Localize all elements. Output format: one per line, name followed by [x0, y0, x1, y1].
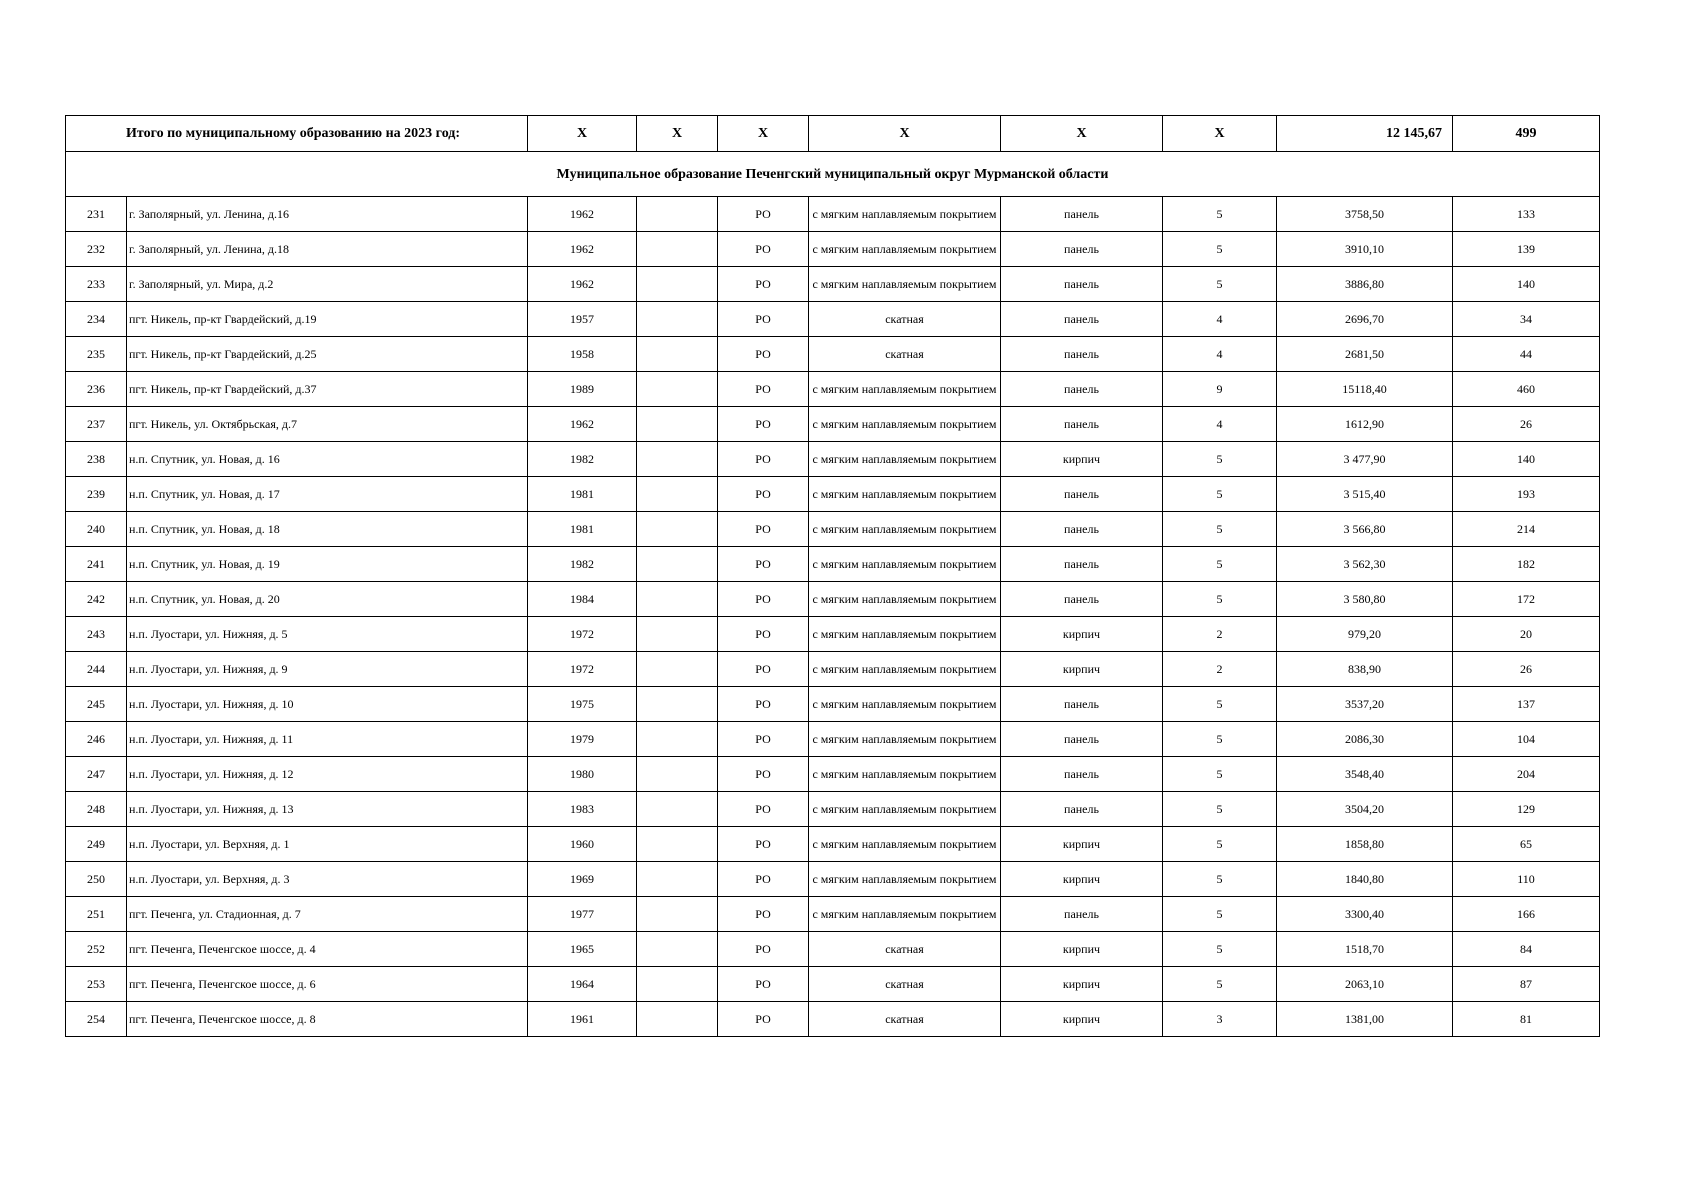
wall-material-cell: кирпич	[1001, 827, 1163, 862]
year-built-cell: 1980	[528, 757, 637, 792]
roof-type-cell: с мягким наплавляемым покрытием	[809, 442, 1001, 477]
area-cell: 3910,10	[1277, 232, 1453, 267]
year-built-cell: 1982	[528, 547, 637, 582]
area-cell: 3537,20	[1277, 687, 1453, 722]
address-cell: н.п. Спутник, ул. Новая, д. 17	[127, 477, 528, 512]
blank-cell	[637, 1002, 718, 1037]
floors-cell: 9	[1163, 372, 1277, 407]
year-built-cell: 1957	[528, 302, 637, 337]
row-number: 232	[66, 232, 127, 267]
table-row	[66, 302, 1600, 337]
residents-cell: 44	[1453, 337, 1600, 372]
address-cell: пгт. Печенга, Печенгское шоссе, д. 8	[127, 1002, 528, 1037]
blank-cell	[637, 407, 718, 442]
roof-type-cell: с мягким наплавляемым покрытием	[809, 617, 1001, 652]
residents-cell: 20	[1453, 617, 1600, 652]
row-number: 240	[66, 512, 127, 547]
owner-type-cell: РО	[718, 792, 809, 827]
year-built-cell: 1975	[528, 687, 637, 722]
floors-cell: 5	[1163, 582, 1277, 617]
owner-type-cell: РО	[718, 197, 809, 232]
section-title: Муниципальное образование Печенгский муниципальный округ Мурманской области	[66, 152, 1600, 197]
owner-type-cell: РО	[718, 232, 809, 267]
roof-type-cell: с мягким наплавляемым покрытием	[809, 862, 1001, 897]
year-built-cell: 1979	[528, 722, 637, 757]
year-built-cell: 1972	[528, 652, 637, 687]
total-row	[66, 116, 1600, 152]
blank-cell	[637, 267, 718, 302]
floors-cell: 5	[1163, 757, 1277, 792]
area-cell: 1612,90	[1277, 407, 1453, 442]
owner-type-cell: РО	[718, 442, 809, 477]
roof-type-cell: с мягким наплавляемым покрытием	[809, 652, 1001, 687]
area-cell: 1381,00	[1277, 1002, 1453, 1037]
residents-cell: 140	[1453, 442, 1600, 477]
blank-cell	[637, 757, 718, 792]
area-cell: 15118,40	[1277, 372, 1453, 407]
blank-cell	[637, 687, 718, 722]
row-number: 247	[66, 757, 127, 792]
roof-type-cell: с мягким наплавляемым покрытием	[809, 582, 1001, 617]
residents-cell: 137	[1453, 687, 1600, 722]
area-cell: 3758,50	[1277, 197, 1453, 232]
wall-material-cell: панель	[1001, 722, 1163, 757]
year-built-cell: 1983	[528, 792, 637, 827]
floors-cell: 5	[1163, 547, 1277, 582]
table-row	[66, 442, 1600, 477]
row-number: 236	[66, 372, 127, 407]
roof-type-cell: с мягким наплавляемым покрытием	[809, 897, 1001, 932]
wall-material-cell: панель	[1001, 477, 1163, 512]
floors-cell: 5	[1163, 687, 1277, 722]
owner-type-cell: РО	[718, 582, 809, 617]
roof-type-cell: с мягким наплавляемым покрытием	[809, 757, 1001, 792]
year-built-cell: 1982	[528, 442, 637, 477]
owner-type-cell: РО	[718, 687, 809, 722]
wall-material-cell: кирпич	[1001, 932, 1163, 967]
year-built-cell: 1962	[528, 407, 637, 442]
blank-cell	[637, 862, 718, 897]
roof-type-cell: с мягким наплавляемым покрытием	[809, 477, 1001, 512]
row-number: 241	[66, 547, 127, 582]
table-row	[66, 792, 1600, 827]
row-number: 251	[66, 897, 127, 932]
roof-type-cell: с мягким наплавляемым покрытием	[809, 512, 1001, 547]
row-number: 246	[66, 722, 127, 757]
housing-table	[65, 115, 1600, 1037]
address-cell: н.п. Спутник, ул. Новая, д. 20	[127, 582, 528, 617]
residents-cell: 34	[1453, 302, 1600, 337]
owner-type-cell: РО	[718, 862, 809, 897]
floors-cell: 5	[1163, 512, 1277, 547]
table-row	[66, 407, 1600, 442]
blank-cell	[637, 827, 718, 862]
table-row	[66, 967, 1600, 1002]
owner-type-cell: РО	[718, 372, 809, 407]
area-cell: 1858,80	[1277, 827, 1453, 862]
owner-type-cell: РО	[718, 337, 809, 372]
year-built-cell: 1965	[528, 932, 637, 967]
floors-cell: 5	[1163, 897, 1277, 932]
floors-cell: 5	[1163, 722, 1277, 757]
blank-cell	[637, 372, 718, 407]
residents-cell: 140	[1453, 267, 1600, 302]
blank-cell	[637, 302, 718, 337]
area-cell: 3886,80	[1277, 267, 1453, 302]
table-row	[66, 512, 1600, 547]
total-cell-x: Х	[718, 116, 809, 152]
wall-material-cell: панель	[1001, 897, 1163, 932]
table-row	[66, 477, 1600, 512]
area-cell: 3 515,40	[1277, 477, 1453, 512]
floors-cell: 4	[1163, 407, 1277, 442]
owner-type-cell: РО	[718, 897, 809, 932]
residents-cell: 214	[1453, 512, 1600, 547]
blank-cell	[637, 197, 718, 232]
address-cell: пгт. Никель, пр-кт Гвардейский, д.37	[127, 372, 528, 407]
total-cell-x: Х	[1163, 116, 1277, 152]
owner-type-cell: РО	[718, 757, 809, 792]
row-number: 254	[66, 1002, 127, 1037]
year-built-cell: 1962	[528, 232, 637, 267]
table-row	[66, 652, 1600, 687]
floors-cell: 3	[1163, 1002, 1277, 1037]
wall-material-cell: кирпич	[1001, 442, 1163, 477]
year-built-cell: 1961	[528, 1002, 637, 1037]
table-row	[66, 232, 1600, 267]
table-row	[66, 1002, 1600, 1037]
residents-cell: 104	[1453, 722, 1600, 757]
address-cell: н.п. Спутник, ул. Новая, д. 18	[127, 512, 528, 547]
owner-type-cell: РО	[718, 827, 809, 862]
table-row	[66, 267, 1600, 302]
address-cell: пгт. Никель, пр-кт Гвардейский, д.25	[127, 337, 528, 372]
floors-cell: 4	[1163, 302, 1277, 337]
wall-material-cell: кирпич	[1001, 1002, 1163, 1037]
row-number: 252	[66, 932, 127, 967]
area-cell: 979,20	[1277, 617, 1453, 652]
roof-type-cell: с мягким наплавляемым покрытием	[809, 687, 1001, 722]
row-number: 231	[66, 197, 127, 232]
blank-cell	[637, 722, 718, 757]
wall-material-cell: панель	[1001, 232, 1163, 267]
blank-cell	[637, 547, 718, 582]
floors-cell: 5	[1163, 827, 1277, 862]
area-cell: 1840,80	[1277, 862, 1453, 897]
address-cell: н.п. Луостари, ул. Нижняя, д. 12	[127, 757, 528, 792]
year-built-cell: 1960	[528, 827, 637, 862]
address-cell: пгт. Никель, ул. Октябрьская, д.7	[127, 407, 528, 442]
wall-material-cell: панель	[1001, 337, 1163, 372]
wall-material-cell: панель	[1001, 547, 1163, 582]
total-cell-x: Х	[809, 116, 1001, 152]
floors-cell: 5	[1163, 862, 1277, 897]
residents-cell: 84	[1453, 932, 1600, 967]
area-cell: 838,90	[1277, 652, 1453, 687]
blank-cell	[637, 582, 718, 617]
wall-material-cell: панель	[1001, 302, 1163, 337]
address-cell: г. Заполярный, ул. Ленина, д.18	[127, 232, 528, 267]
residents-cell: 182	[1453, 547, 1600, 582]
table-row	[66, 617, 1600, 652]
total-cell-x: Х	[1001, 116, 1163, 152]
address-cell: пгт. Печенга, ул. Стадионная, д. 7	[127, 897, 528, 932]
blank-cell	[637, 337, 718, 372]
blank-cell	[637, 932, 718, 967]
blank-cell	[637, 652, 718, 687]
table-row	[66, 897, 1600, 932]
year-built-cell: 1984	[528, 582, 637, 617]
row-number: 245	[66, 687, 127, 722]
row-number: 233	[66, 267, 127, 302]
wall-material-cell: панель	[1001, 407, 1163, 442]
area-cell: 3 566,80	[1277, 512, 1453, 547]
year-built-cell: 1977	[528, 897, 637, 932]
area-cell: 3504,20	[1277, 792, 1453, 827]
address-cell: пгт. Никель, пр-кт Гвардейский, д.19	[127, 302, 528, 337]
owner-type-cell: РО	[718, 932, 809, 967]
area-cell: 2696,70	[1277, 302, 1453, 337]
residents-cell: 26	[1453, 407, 1600, 442]
residents-cell: 129	[1453, 792, 1600, 827]
roof-type-cell: с мягким наплавляемым покрытием	[809, 827, 1001, 862]
address-cell: н.п. Луостари, ул. Верхняя, д. 3	[127, 862, 528, 897]
year-built-cell: 1958	[528, 337, 637, 372]
roof-type-cell: скатная	[809, 1002, 1001, 1037]
address-cell: н.п. Спутник, ул. Новая, д. 19	[127, 547, 528, 582]
residents-cell: 133	[1453, 197, 1600, 232]
address-cell: г. Заполярный, ул. Ленина, д.16	[127, 197, 528, 232]
row-number: 235	[66, 337, 127, 372]
blank-cell	[637, 232, 718, 267]
area-cell: 2681,50	[1277, 337, 1453, 372]
table-row	[66, 337, 1600, 372]
area-cell: 3548,40	[1277, 757, 1453, 792]
residents-cell: 139	[1453, 232, 1600, 267]
address-cell: н.п. Спутник, ул. Новая, д. 16	[127, 442, 528, 477]
wall-material-cell: кирпич	[1001, 862, 1163, 897]
residents-cell: 172	[1453, 582, 1600, 617]
row-number: 243	[66, 617, 127, 652]
owner-type-cell: РО	[718, 547, 809, 582]
floors-cell: 5	[1163, 967, 1277, 1002]
address-cell: пгт. Печенга, Печенгское шоссе, д. 6	[127, 967, 528, 1002]
address-cell: н.п. Луостари, ул. Нижняя, д. 11	[127, 722, 528, 757]
owner-type-cell: РО	[718, 652, 809, 687]
wall-material-cell: панель	[1001, 512, 1163, 547]
blank-cell	[637, 617, 718, 652]
year-built-cell: 1981	[528, 512, 637, 547]
roof-type-cell: скатная	[809, 967, 1001, 1002]
area-cell: 3 580,80	[1277, 582, 1453, 617]
residents-cell: 87	[1453, 967, 1600, 1002]
wall-material-cell: кирпич	[1001, 652, 1163, 687]
wall-material-cell: панель	[1001, 582, 1163, 617]
owner-type-cell: РО	[718, 512, 809, 547]
floors-cell: 5	[1163, 232, 1277, 267]
row-number: 253	[66, 967, 127, 1002]
blank-cell	[637, 792, 718, 827]
blank-cell	[637, 512, 718, 547]
residents-cell: 26	[1453, 652, 1600, 687]
total-area: 12 145,67	[1277, 116, 1453, 152]
table-row	[66, 687, 1600, 722]
floors-cell: 5	[1163, 932, 1277, 967]
total-label: Итого по муниципальному образованию на 2023 год:	[66, 116, 528, 152]
residents-cell: 110	[1453, 862, 1600, 897]
row-number: 234	[66, 302, 127, 337]
owner-type-cell: РО	[718, 267, 809, 302]
roof-type-cell: с мягким наплавляемым покрытием	[809, 547, 1001, 582]
table-row	[66, 827, 1600, 862]
residents-cell: 460	[1453, 372, 1600, 407]
year-built-cell: 1962	[528, 267, 637, 302]
row-number: 248	[66, 792, 127, 827]
roof-type-cell: с мягким наплавляемым покрытием	[809, 722, 1001, 757]
area-cell: 2063,10	[1277, 967, 1453, 1002]
owner-type-cell: РО	[718, 722, 809, 757]
address-cell: н.п. Луостари, ул. Нижняя, д. 13	[127, 792, 528, 827]
area-cell: 3300,40	[1277, 897, 1453, 932]
floors-cell: 5	[1163, 197, 1277, 232]
total-cell-x: Х	[637, 116, 718, 152]
floors-cell: 2	[1163, 617, 1277, 652]
floors-cell: 2	[1163, 652, 1277, 687]
table-row	[66, 932, 1600, 967]
floors-cell: 5	[1163, 477, 1277, 512]
roof-type-cell: с мягким наплавляемым покрытием	[809, 267, 1001, 302]
blank-cell	[637, 477, 718, 512]
wall-material-cell: панель	[1001, 197, 1163, 232]
blank-cell	[637, 897, 718, 932]
year-built-cell: 1989	[528, 372, 637, 407]
roof-type-cell: с мягким наплавляемым покрытием	[809, 372, 1001, 407]
table-row	[66, 757, 1600, 792]
table-row	[66, 862, 1600, 897]
roof-type-cell: скатная	[809, 932, 1001, 967]
residents-cell: 81	[1453, 1002, 1600, 1037]
area-cell: 3 477,90	[1277, 442, 1453, 477]
year-built-cell: 1962	[528, 197, 637, 232]
wall-material-cell: панель	[1001, 372, 1163, 407]
year-built-cell: 1972	[528, 617, 637, 652]
owner-type-cell: РО	[718, 967, 809, 1002]
table-row	[66, 197, 1600, 232]
floors-cell: 5	[1163, 792, 1277, 827]
address-cell: н.п. Луостари, ул. Верхняя, д. 1	[127, 827, 528, 862]
table-row	[66, 372, 1600, 407]
total-cell-x: Х	[528, 116, 637, 152]
wall-material-cell: панель	[1001, 687, 1163, 722]
row-number: 239	[66, 477, 127, 512]
year-built-cell: 1964	[528, 967, 637, 1002]
roof-type-cell: с мягким наплавляемым покрытием	[809, 792, 1001, 827]
blank-cell	[637, 967, 718, 1002]
floors-cell: 5	[1163, 267, 1277, 302]
row-number: 249	[66, 827, 127, 862]
row-number: 238	[66, 442, 127, 477]
table-row	[66, 582, 1600, 617]
wall-material-cell: панель	[1001, 757, 1163, 792]
section-header-row	[66, 152, 1600, 197]
owner-type-cell: РО	[718, 1002, 809, 1037]
residents-cell: 193	[1453, 477, 1600, 512]
total-residents: 499	[1453, 116, 1600, 152]
roof-type-cell: скатная	[809, 337, 1001, 372]
table-row	[66, 547, 1600, 582]
year-built-cell: 1981	[528, 477, 637, 512]
roof-type-cell: с мягким наплавляемым покрытием	[809, 232, 1001, 267]
wall-material-cell: кирпич	[1001, 617, 1163, 652]
roof-type-cell: скатная	[809, 302, 1001, 337]
floors-cell: 4	[1163, 337, 1277, 372]
roof-type-cell: с мягким наплавляемым покрытием	[809, 197, 1001, 232]
residents-cell: 166	[1453, 897, 1600, 932]
area-cell: 1518,70	[1277, 932, 1453, 967]
owner-type-cell: РО	[718, 407, 809, 442]
address-cell: н.п. Луостари, ул. Нижняя, д. 9	[127, 652, 528, 687]
address-cell: пгт. Печенга, Печенгское шоссе, д. 4	[127, 932, 528, 967]
wall-material-cell: кирпич	[1001, 967, 1163, 1002]
address-cell: г. Заполярный, ул. Мира, д.2	[127, 267, 528, 302]
owner-type-cell: РО	[718, 302, 809, 337]
residents-cell: 204	[1453, 757, 1600, 792]
row-number: 242	[66, 582, 127, 617]
roof-type-cell: с мягким наплавляемым покрытием	[809, 407, 1001, 442]
residents-cell: 65	[1453, 827, 1600, 862]
wall-material-cell: панель	[1001, 792, 1163, 827]
owner-type-cell: РО	[718, 617, 809, 652]
table-row	[66, 722, 1600, 757]
floors-cell: 5	[1163, 442, 1277, 477]
row-number: 244	[66, 652, 127, 687]
wall-material-cell: панель	[1001, 267, 1163, 302]
area-cell: 3 562,30	[1277, 547, 1453, 582]
owner-type-cell: РО	[718, 477, 809, 512]
address-cell: н.п. Луостари, ул. Нижняя, д. 10	[127, 687, 528, 722]
row-number: 250	[66, 862, 127, 897]
area-cell: 2086,30	[1277, 722, 1453, 757]
row-number: 237	[66, 407, 127, 442]
year-built-cell: 1969	[528, 862, 637, 897]
blank-cell	[637, 442, 718, 477]
address-cell: н.п. Луостари, ул. Нижняя, д. 5	[127, 617, 528, 652]
